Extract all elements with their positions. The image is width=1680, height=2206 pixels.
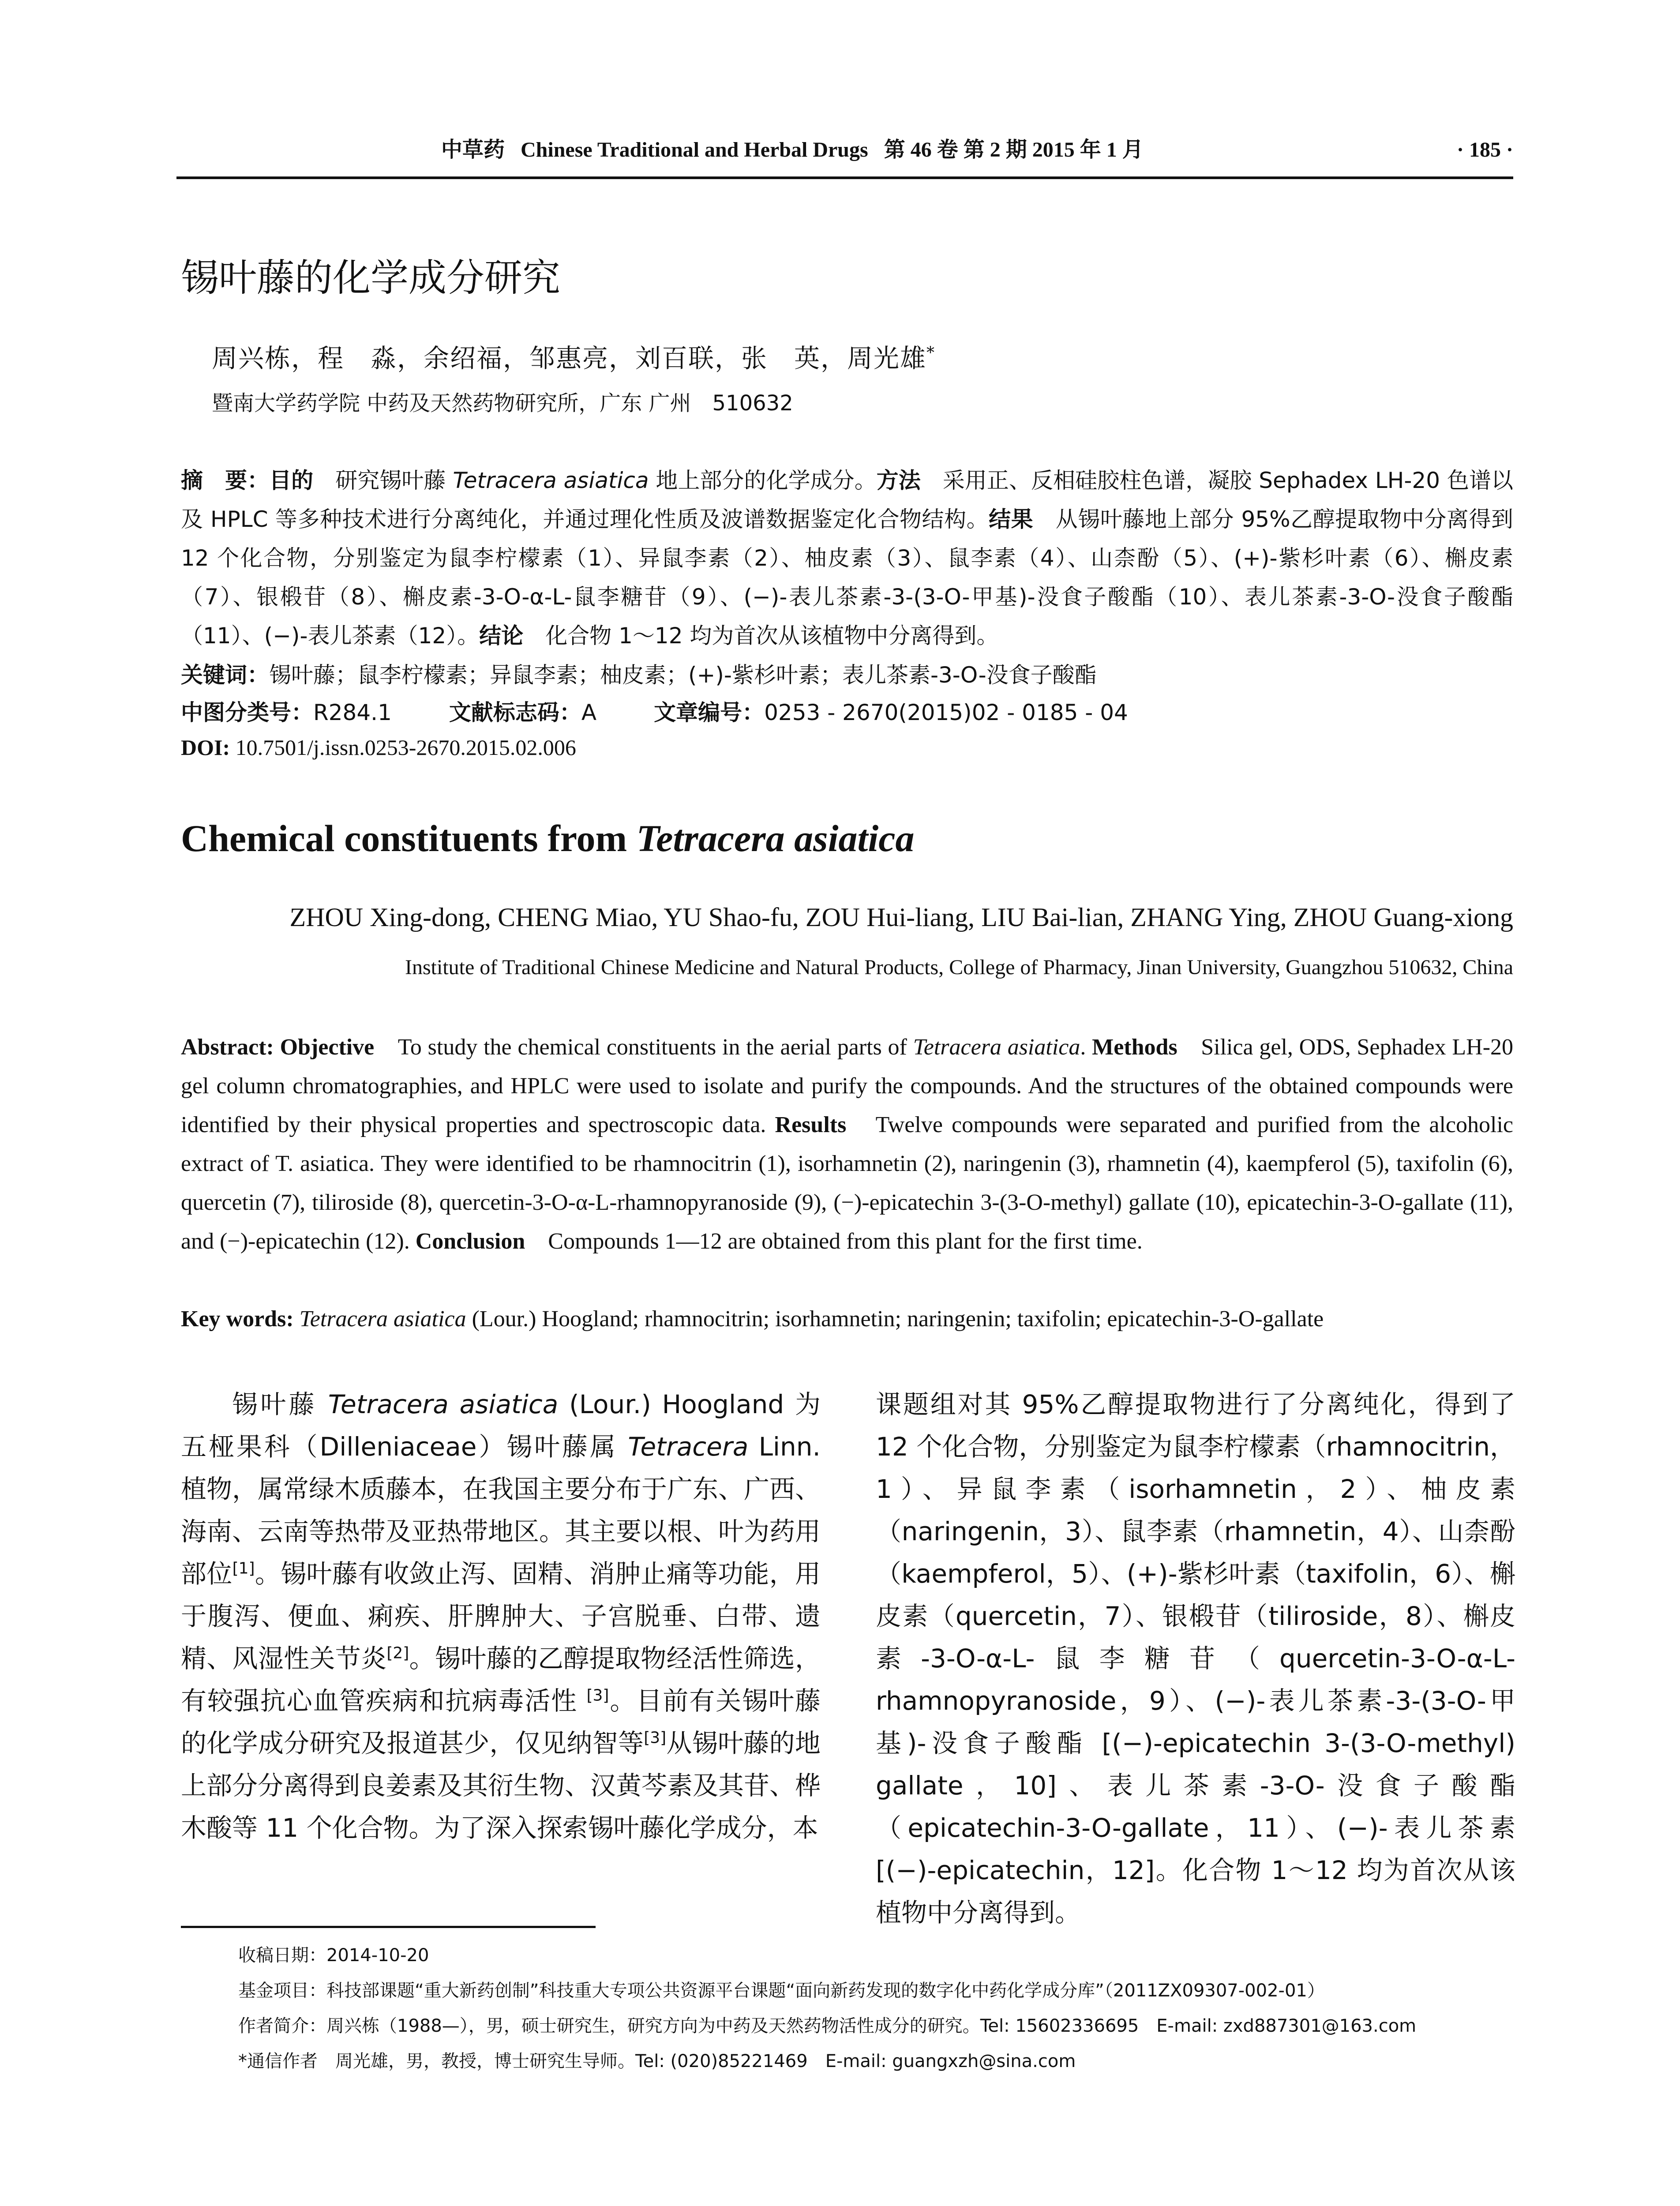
body-text: Linn. 植物，属常绿木质藤本，在我国主要分布于广东、广西、海南、云南等热带及亚热带地区。其主要以根、叶为药用部位 — [181, 1432, 821, 1589]
corresponding-mark: * — [926, 344, 936, 362]
en-title-text: Chemical constituents from — [181, 817, 637, 859]
en-results-text: Twelve compounds were separated and purified from the alcoholic extract of T. asiatica. They were identified to be rhamnocitrin (1), isorhamnetin (2), naringenin (3), rhamnetin (4), kaempferol (5), taxifolin (6), quercetin (7), tiliroside (8), quercetin-3-O-α-L-rhamnopyranoside (9), (−)-epicatechin 3-(3-O-methyl) gallate (10), epicatechin-3-O-gallate (11), and (−)-epicatechin (12). — [181, 1112, 1513, 1254]
cn-conclusion-text: 化合物 1～12 均为首次从该植物中分离得到。 — [523, 623, 999, 649]
doi-line — [181, 735, 576, 760]
en-title-species: Tetracera asiatica — [636, 817, 915, 859]
classification-line — [181, 695, 1128, 727]
cn-conclusion-label: 结论 — [479, 623, 524, 649]
en-objective-text: To study the chemical constituents in the aerial parts of — [374, 1035, 913, 1060]
en-affiliation: Institute of Traditional Chinese Medicine and Natural Products, College of Pharmacy, Jinan University, Guangzhou 510632, China — [405, 956, 1513, 979]
cn-results-label: 结果 — [989, 506, 1034, 532]
cn-methods-text: 采用正、反相硅胶柱色谱，凝胶 Sephadex LH-20 色谱以及 HPLC 等多种技术进行分离纯化，并通过理化性质及波谱数据鉴定化合物结构。 — [181, 468, 1514, 532]
footnote-funding: 基金项目：科技部课题“重大新药创制”科技重大专项公共资源平台课题“面向新药发现的数字化中药化学成分库”（2011ZX09307-002-01） — [238, 1981, 1325, 2001]
en-keywords-label: Key words: — [181, 1306, 294, 1332]
body-text: 。目前有关锡叶藤的化学成分研究及报道甚少，仅见纳智等 — [181, 1686, 821, 1758]
en-methods-label: Methods — [1092, 1035, 1178, 1060]
footnote-received: 收稿日期：2014-10-20 — [238, 1945, 429, 1966]
en-objective-species: Tetracera asiatica — [913, 1035, 1080, 1060]
cn-author-list: 周兴栋，程 淼，余绍福，邹惠亮，刘百联，张 英，周光雄 — [212, 343, 927, 373]
en-authors: ZHOU Xing-dong, CHENG Miao, YU Shao-fu, ZOU Hui-liang, LIU Bai-lian, ZHANG Ying, ZHOU Guang-xiong — [289, 903, 1513, 932]
body-genus: Tetracera — [628, 1432, 749, 1462]
citation-ref[interactable]: [1] — [232, 1559, 255, 1578]
article-label: 文章编号： — [654, 700, 765, 725]
en-results-label: Results — [775, 1112, 847, 1137]
body-right-column — [876, 1383, 1515, 1934]
body-left-column — [181, 1383, 821, 1849]
en-keywords-species: Tetracera asiatica — [299, 1306, 466, 1332]
doi-value: 10.7501/j.issn.0253-2670.2015.02.006 — [230, 735, 576, 760]
cn-methods-label: 方法 — [876, 468, 921, 493]
en-abstract: Abstract: Objective To study the chemical constituents in the aerial parts of Tetracera asiatica. Methods Silica gel, ODS, Sephadex LH-20 gel column chromatographies, and HPLC were used to isolate and purify the compounds. And the structures of the obtained compounds were identified by their physical properties and spectroscopic data. Results Twelve compounds were separated and purified from the alcoholic extract of T. asiatica. They were identified to be rhamnocitrin (1), isorhamnetin (2), naringenin (3), rhamnetin (4), kaempferol (5), taxifolin (6), quercetin (7), tiliroside (8), quercetin-3-O-α-L-rhamnopyranoside (9), (−)-epicatechin 3-(3-O-methyl) gallate (10), epicatechin-3-O-gallate (11), and (−)-epicatechin (12). Conclusion Compounds 1—12 are obtained from this plant for the first time. — [181, 1035, 1514, 1254]
header-rule — [176, 176, 1513, 179]
article-value: 0253 - 2670(2015)02 - 0185 - 04 — [764, 700, 1128, 725]
body-text: 课题组对其 95%乙醇提取物进行了分离纯化，得到了 12 个化合物，分别鉴定为鼠李柠檬素（rhamnocitrin，1）、异鼠李素（isorhamnetin，2）、柚皮素（naringenin，3）、鼠李素（rhamnetin，4）、山柰酚（kaempferol，5）、(+)-紫杉叶素（taxifolin，6）、槲皮素（quercetin，7）、银椴苷（tiliroside，8）、槲皮素-3-O-α-L-鼠李糖苷（quercetin-3-O-α-L-rhamnopyranoside，9）、(−)-表儿茶素-3-(3-O-甲基)-没食子酸酯 [(−)-epicatechin 3-(3-O-methyl) gallate，10]、表儿茶素-3-O-没食子酸酯（epicatechin-3-O-gallate，11）、(−)-表儿茶素 [(−)-epicatechin，12]。化合物 1～12 均为首次从该植物中分离得到。 — [876, 1389, 1515, 1928]
doi-label: DOI: — [181, 735, 230, 760]
page-number: · 185 · — [1456, 138, 1513, 161]
en-methods-text: Silica gel, ODS, Sephadex LH-20 gel column chromatographies, and HPLC were used to isolate and purify the compounds. And the structures of the obtained compounds were identified by their physical properties and spectroscopic data. — [181, 1035, 1514, 1137]
cn-keywords-label: 关键词： — [181, 662, 269, 688]
body-text: 。锡叶藤有收敛止泻、固精、消肿止痛等功能，用于腹泻、便血、痢疾、肝脾肿大、子宫脱垂、白带、遗精、风湿性关节炎 — [181, 1559, 821, 1673]
cn-affiliation: 暨南大学药学院 中药及天然药物研究所，广东 广州 510632 — [212, 391, 793, 416]
en-keywords — [181, 1306, 1324, 1332]
footnote-author-bio: 作者简介：周兴栋（1988—），男，硕士研究生，研究方向为中药及天然药物活性成分的研究。Tel: 15602336695 E-mail: zxd887301@163.com — [238, 2016, 1417, 2036]
cn-keywords-text: 锡叶藤；鼠李柠檬素；异鼠李素；柚皮素；(+)-紫杉叶素；表儿茶素-3-O-没食子酸酯 — [269, 662, 1097, 688]
journal-name-cn: 中草药 — [441, 138, 505, 161]
class-label: 中图分类号： — [181, 700, 313, 725]
cn-objective-pre: 研究锡叶藤 — [313, 468, 453, 493]
journal-header — [441, 132, 1144, 168]
en-abstract-label: Abstract: Objective — [181, 1035, 375, 1060]
cn-abstract-label: 摘 要： — [181, 468, 270, 493]
citation-ref[interactable]: [2] — [386, 1644, 409, 1662]
body-text: 。锡叶藤的乙醇提取物经活性筛选，有较强抗心血管疾病和抗病毒活性 — [181, 1643, 821, 1716]
en-title — [181, 816, 914, 860]
doccode-value: A — [581, 700, 597, 725]
cn-abstract — [181, 461, 1513, 655]
body-text: 从锡叶藤的地上部分分离得到良姜素及其衍生物、汉黄芩素及其苷、桦木酸等 11 个化合物。为了深入探索锡叶藤化学成分，本 — [181, 1728, 821, 1843]
body-species: Tetracera asiatica — [328, 1389, 559, 1419]
cn-results-text: 从锡叶藤地上部分 95%乙醇提取物中分离得到 12 个化合物，分别鉴定为鼠李柠檬素（1）、异鼠李素（2）、柚皮素（3）、鼠李素（4）、山柰酚（5）、(+)-紫杉叶素（6）、槲皮素（7）、银椴苷（8）、槲皮素-3-O-α-L-鼠李糖苷（9）、(−)-表儿茶素-3-(3-O-甲基)-没食子酸酯（10）、表儿茶素-3-O-没食子酸酯（11）、(−)-表儿茶素（12）。 — [181, 506, 1514, 649]
class-value: R284.1 — [313, 700, 392, 725]
body-text: (Lour.) Hoogland 为五桠果科（Dilleniaceae）锡叶藤属 — [181, 1389, 821, 1462]
doccode-label: 文献标志码： — [449, 700, 581, 725]
cn-objective-post: 地上部分的化学成分。 — [649, 468, 877, 493]
en-conclusion-text: Compounds 1—12 are obtained from this plant for the first time. — [525, 1229, 1143, 1254]
footnote-rule — [181, 1926, 596, 1928]
issue-info: 第 46 卷 第 2 期 2015 年 1 月 — [884, 138, 1144, 161]
cn-authors — [212, 338, 935, 375]
footnote-corresponding: *通信作者 周光雄，男，教授，博士研究生导师。Tel: (020)85221469 E-mail: guangxzh@sina.com — [238, 2051, 1076, 2071]
citation-ref[interactable]: [3] — [644, 1729, 667, 1747]
body-text: 锡叶藤 — [232, 1389, 328, 1419]
en-conclusion-label: Conclusion — [415, 1229, 525, 1254]
cn-title: 锡叶藤的化学成分研究 — [181, 256, 560, 300]
cn-objective-label: 目的 — [269, 468, 314, 493]
citation-ref[interactable]: [3] — [586, 1686, 609, 1705]
en-keywords-text: (Lour.) Hoogland; rhamnocitrin; isorhamnetin; naringenin; taxifolin; epicatechin-3-O-gallate — [466, 1306, 1324, 1332]
journal-name-en: Chinese Traditional and Herbal Drugs — [521, 138, 868, 161]
running-header — [176, 132, 1513, 168]
cn-keywords — [181, 657, 1097, 689]
cn-objective-species: Tetracera asiatica — [453, 468, 649, 493]
